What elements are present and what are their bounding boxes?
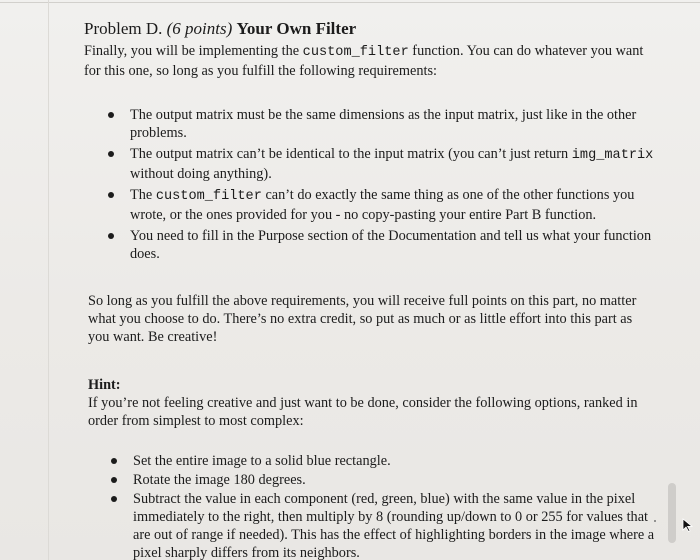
speck [654, 520, 656, 522]
bullet-icon [108, 192, 114, 198]
requirement-code: img_matrix [571, 148, 654, 163]
hint-option-item [133, 452, 656, 470]
requirement-item [130, 145, 656, 183]
title-points: (6 points) [166, 19, 233, 38]
requirement-item [130, 106, 656, 142]
bullet-icon [108, 233, 114, 239]
requirement-code: custom_filter [155, 189, 262, 204]
requirement-item [130, 227, 656, 263]
title-name: Your Own Filter [236, 19, 357, 38]
requirement-text: The [130, 187, 156, 203]
hint-option-item [133, 490, 656, 560]
hint-heading: Hint: [88, 377, 121, 393]
intro-function-name: custom_filter [302, 45, 409, 60]
hint-options-list [84, 452, 656, 560]
intro-text-after: function. You can do whatever you want for this one, so long as you fulfill the following requirements: [84, 43, 644, 79]
hint-body: If you’re not feeling creative and just want to be done, consider the following options, ranked in order from simplest to most complex: [88, 395, 638, 429]
hint-option-text: Set the entire image to a solid blue rectangle. [133, 453, 391, 469]
intro-paragraph [84, 42, 656, 80]
bullet-icon [108, 151, 114, 157]
bullet-icon [111, 458, 117, 464]
hint-option-text: Subtract the value in each component (red, green, blue) with the same value in the pixel immediately to the right, then multiply by 8 (rounding up/down to 0 or 255 for values that are out of range if needed). This has the effect of highlighting borders in the image where a pixel sharply differs from its neighbors. [133, 491, 655, 560]
requirement-text: The output matrix can’t be identical to the input matrix (you can’t just return [130, 146, 572, 162]
hint-option-item [133, 471, 656, 489]
margin-line [48, 0, 49, 560]
bullet-icon [111, 496, 117, 502]
document-content [84, 18, 656, 560]
hint-option-text: Rotate the image 180 degrees. [133, 472, 306, 488]
requirement-item [130, 186, 656, 224]
problem-title [84, 18, 656, 40]
arrow-cursor-icon [682, 518, 694, 532]
title-prefix: Problem D. [84, 19, 163, 38]
intro-text-before: Finally, you will be implementing the [84, 43, 303, 59]
requirement-text: The output matrix must be the same dimensions as the input matrix, just like in the other problems. [130, 107, 637, 141]
bullet-icon [111, 477, 117, 483]
requirement-text: without doing anything). [130, 166, 272, 182]
bullet-icon [108, 112, 114, 118]
closing-paragraph: So long as you fulfill the above requirements, you will receive full points on this part, no matter what you choose to do. There’s no extra credit, so put as much or as little effort into this part as you want. Be creative! [88, 293, 637, 345]
top-rule [0, 2, 700, 3]
scrollbar-thumb[interactable] [668, 483, 676, 543]
requirements-list [84, 106, 656, 263]
requirement-text: You need to fill in the Purpose section of the Documentation and tell us what your function does. [130, 228, 652, 262]
requirement-text: can’t do exactly the same thing as one of the other functions you wrote, or the ones provided for you - no copy-pasting your entire Part B function. [130, 187, 635, 223]
